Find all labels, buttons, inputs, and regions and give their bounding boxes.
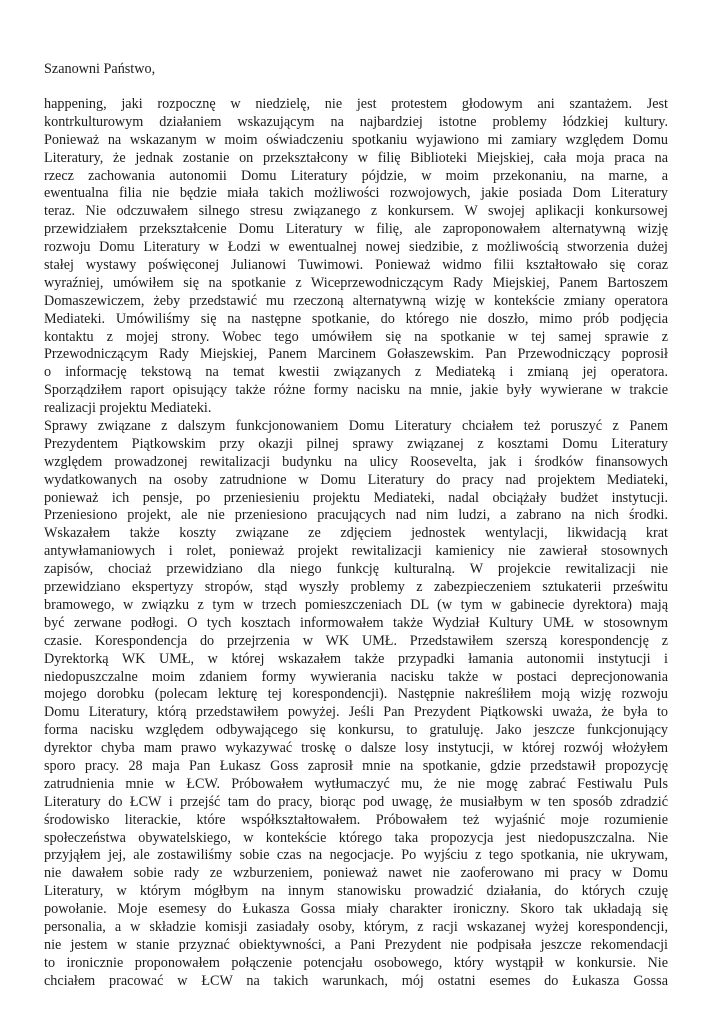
letter-salutation: Szanowni Państwo, [44, 61, 156, 77]
letter-line: Przewodniczącym Rady Miejskiej, Panem Marcinem Gołaszewskim. Pan Przewodniczący poprosił [44, 346, 668, 363]
letter-line: antywłamaniowych i rolet, ponieważ projekt rewitalizacji kamienicy nie zawierał stosownych [44, 543, 668, 560]
letter-line: dyrektor chyba mam prawo wykazywać troskę o dalsze losy instytucji, w której rozwój włożyłem [44, 740, 668, 757]
letter-line: Przeniesiono projekt, ale nie przeniesiono pracujących nad nim ludzi, a zabrano na nich środki. [44, 507, 668, 524]
letter-line: ponieważ ich pensje, po przeniesieniu projektu Mediateki, nadal obciążały budżet instytucji. [44, 489, 668, 506]
letter-line: względem prowadzonej rewitalizacji budynku na ulicy Roosevelta, jak i środków finansowych [44, 453, 668, 470]
letter-line: przyjąłem jej, ale zostawiliśmy sobie czas na negocjacje. Po wyjściu z tego spotkania, nie ukrywam, [44, 847, 668, 864]
letter-body [44, 96, 668, 991]
letter-line: mojego dorobku (polecam lekturę tej korespondencji). Następnie nakreśliłem moją wizję rozwoju [44, 686, 668, 703]
letter-line: Literatury do ŁCW i przejść tam do pracy, biorąc pod uwagę, że musiałbym w ten sposób zdradzić [44, 793, 668, 810]
letter-line: niedopuszczalne moim zdaniem formy wywierania nacisku także w postaci deprecjonowania [44, 668, 668, 685]
letter-line: happening, jaki rozpocznę w niedzielę, nie jest protestem głodowym ani szantażem. Jest [44, 96, 668, 112]
letter-line: być zerwane podłogi. O tych kosztach informowałem także Wydział Kultury UMŁ w stosownym [44, 614, 668, 631]
letter-line: zapisów, chociaż przewidziano dla niego funkcję kulturalną. W projekcie rewitalizacji nie [44, 561, 668, 578]
letter-line: personalia, a w składzie komisji zasiadały osoby, którym, z racji wskazanej wyżej korespondencji, [44, 918, 668, 935]
letter-line: Sprawy związane z dalszym funkcjonowaniem Domu Literatury chciałem też poruszyć z Panem [44, 418, 668, 435]
letter-line: ewentualna filia nie będzie miała takich możliwości rozwojowych, jakie posiada Dom Literatury [44, 185, 668, 202]
letter-line: realizacji projektu Mediateki. [44, 400, 212, 417]
letter-line: Prezydentem Piątkowskim przy okazji pilnej sprawy związanej z kosztami Domu Literatury [44, 435, 668, 452]
letter-line: czasie. Korespondencja do przejrzenia w WK UMŁ. Przedstawiłem szerszą korespondencję z [44, 632, 668, 649]
letter-line: Literatury, że jednak zostanie on przekształcony w filię Biblioteki Miejskiej, cała moja praca na [44, 149, 668, 166]
letter-line: sporo pracy. 28 maja Pan Łukasz Goss zaprosił mnie na spotkanie, gdzie przedstawił propozycję [44, 757, 668, 774]
letter-line: Mediateki. Umówiliśmy się na następne spotkanie, do którego nie doszło, mimo prób podjęcia [44, 310, 668, 327]
letter-line: stałej wystawy poświęconej Julianowi Tuwimowi. Ponieważ widmo filii kształtowało się coraz [44, 257, 668, 274]
letter-line: forma nacisku względem odbywającego się konkursu, to gratuluję. Jako jeszcze funkcjonujący [44, 722, 668, 739]
letter-line: chciałem pracować w ŁCW na takich warunkach, mój ostatni esemes do Łukasza Gossa [44, 972, 668, 989]
letter-line: o informację tekstową na temat kwestii związanych z Mediateką i zmianą jej operatora. [44, 364, 668, 381]
letter-line: społeczeństwa obywatelskiego, w kontekście którego taka propozycja jest niedopuszczalna. Nie [44, 829, 668, 846]
letter-line: teraz. Nie odczuwałem silnego stresu związanego z konkursem. W swojej aplikacji konkursowej [44, 203, 668, 220]
letter-line: wydatkowanych na osoby zatrudnione w Domu Literatury do pracy nad projektem Mediateki, [44, 471, 668, 488]
letter-line: powołanie. Moje esemesy do Łukasza Gossa miały charakter ironiczny. Skoro tak układają się [44, 901, 668, 918]
letter-line: rzecz zachowania autonomii Domu Literatury pójdzie, w moim przekonaniu, na marne, a [44, 167, 668, 184]
letter-line: kontrkulturowym działaniem wskazującym na najbardziej istotne problemy łódzkiej kultury. [44, 113, 668, 130]
letter-line: rozwoju Domu Literatury w Łodzi w ewentualnej nowej siedzibie, z możliwością stworzenia dużej [44, 239, 668, 256]
letter-line: Domu Literatury, którą przedstawiłem powyżej. Jeśli Pan Prezydent Piątkowski uważa, że była to [44, 704, 668, 721]
letter-line: Dyrektorką WK UMŁ, w której wskazałem także przypadki łamania autonomii instytucji i [44, 650, 668, 667]
letter-line: wyraźniej, umówiłem się na spotkanie z Wiceprzewodniczącym Rady Miejskiej, Panem Bartoszem [44, 274, 668, 291]
letter-line: przewidziałem przekształcenie Domu Literatury w filię, ale zaproponowałem alternatywną wizję [44, 221, 668, 238]
letter-line: przewidziano ekspertyzy stropów, stąd wyszły problemy z zabezpieczeniem sztukaterii prześwitu [44, 579, 668, 596]
letter-line: to ironicznie proponowałem połączenie potencjału osobowego, który wystąpił w konkursie. Nie [44, 954, 668, 971]
letter-line: nie dawałem sobie rady ze wzburzeniem, ponieważ nawet nie zaoferowano mi pracy w Domu [44, 865, 668, 882]
letter-line: Literatury, w którym mógłbym na innym stanowisku prowadzić działania, do których czuję [44, 883, 668, 900]
letter-line: nie jestem w stanie przyznać obiektywności, a Pani Prezydent nie podpisała jeszcze rekomendacji [44, 936, 668, 953]
letter-line: bramowego, w związku z tym w trzech pomieszczeniach DL (w tym w gabinecie dyrektora) mają [44, 596, 668, 613]
letter-line: kontaktu z mojej strony. Wobec tego umówiłem się na spotkanie w tej samej sprawie z [44, 328, 668, 345]
letter-line: środowisko literackie, które współkształtowałem. Próbowałem też wyjaśnić moje rozumienie [44, 811, 668, 828]
letter-line: Domaszewiczem, żeby przedstawić mu rzeczoną alternatywną wizję w kontekście zmiany operatora [44, 292, 668, 309]
letter-line: zatrudnienia mnie w ŁCW. Próbowałem wytłumaczyć mu, że nie mogę zabrać Festiwalu Puls [44, 775, 668, 792]
letter-line: Ponieważ na wskazanym w moim oświadczeniu spotkaniu wyjawiono mi zamiary względem Domu [44, 131, 668, 148]
letter-line: Sporządziłem raport opisujący także różne formy nacisku na mnie, jakie były wywierane w trakcie [44, 382, 668, 399]
letter-line: Wskazałem także koszty związane ze zdjęciem jednostek wentylacji, likwidacją krat [44, 525, 668, 542]
